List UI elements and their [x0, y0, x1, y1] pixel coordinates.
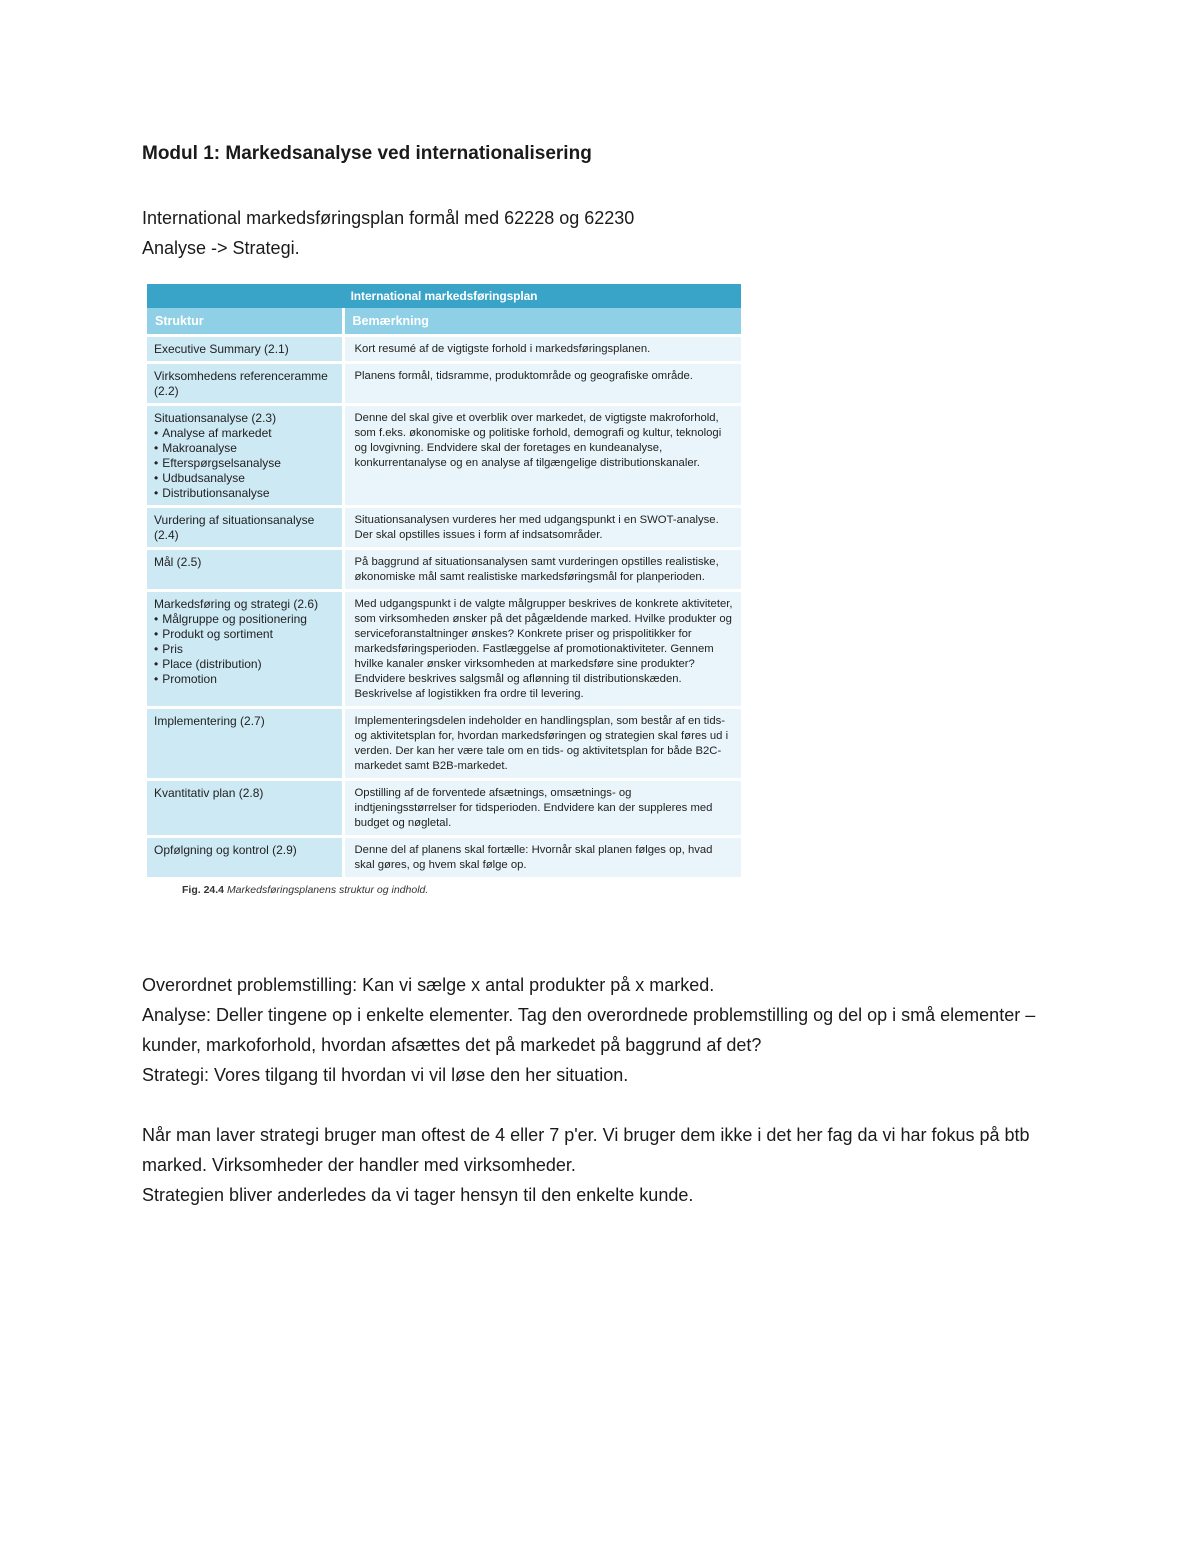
structure-subitem: • Pris: [154, 642, 336, 657]
remark-cell: Implementeringsdelen indeholder en handlingsplan, som består af en tids- og aktivitetsplan for, hvordan markedsføringen og strategien skal føres ud i verden. Der kan her være tale om en tids- og aktivitetsplan for både B2C-markedet samt B2B-markedet.: [343, 708, 741, 780]
table-row: [147, 837, 741, 878]
structure-label: Vurdering af situationsanalyse (2.4): [154, 513, 315, 542]
structure-subitem: • Produkt og sortiment: [154, 627, 336, 642]
remark-cell: På baggrund af situationsanalysen samt vurderingen opstilles realistiske, økonomiske mål samt realistiske markedsføringsmål for planperioden.: [343, 549, 741, 591]
intro-block: [142, 203, 634, 263]
structure-subitem: • Place (distribution): [154, 657, 336, 672]
table-row: [147, 405, 741, 507]
body-text: [142, 970, 1062, 1210]
figure-caption: [147, 884, 743, 896]
intro-line: Analyse -> Strategi.: [142, 238, 300, 258]
table-row: [147, 780, 741, 837]
structure-cell: [147, 507, 343, 549]
structure-cell: [147, 837, 343, 878]
paragraph-line: Strategi: Vores tilgang til hvordan vi vil løse den her situation.: [142, 1065, 629, 1085]
structure-subitem: • Målgruppe og positionering: [154, 612, 336, 627]
table-row: [147, 363, 741, 405]
structure-subitem: • Udbudsanalyse: [154, 471, 336, 486]
structure-subitem: • Promotion: [154, 672, 336, 687]
table-row: [147, 336, 741, 363]
structure-label: Virksomhedens referenceramme (2.2): [154, 369, 328, 398]
paragraph-line: Strategien bliver anderledes da vi tager hensyn til den enkelte kunde.: [142, 1185, 694, 1205]
structure-label: Mål (2.5): [154, 555, 202, 569]
figure-caption-text: Markedsføringsplanens struktur og indhold.: [226, 884, 429, 896]
figure-marketing-plan: [147, 284, 743, 896]
structure-cell: [147, 336, 343, 363]
column-header-remark: Bemærkning: [343, 308, 741, 336]
paragraph-line: Analyse: Deller tingene op i enkelte elementer. Tag den overordnede problemstilling og del op i små elementer – kunder, markoforhold, hvordan afsættes det på markedet på baggrund af det?: [142, 1005, 1036, 1055]
remark-cell: Opstilling af de forventede afsætnings, omsætnings- og indtjeningsstørrelser for tidsperioden. Endvidere kan der suppleres med budget og nøgletal.: [343, 780, 741, 837]
structure-subitem: • Efterspørgselsanalyse: [154, 456, 336, 471]
page-title: Modul 1: Markedsanalyse ved internationalisering: [142, 143, 592, 164]
figure-table: [147, 284, 741, 877]
structure-label: Implementering (2.7): [154, 714, 265, 728]
remark-cell: Denne del skal give et overblik over markedet, de vigtigste makroforhold, som f.eks. økonomiske og politiske forhold, demografi og kultur, teknologi og lovgivning. Endvidere skal der foretages en kundeanalyse, konkurrentanalyse og en analyse af tilgængelige distributionskanaler.: [343, 405, 741, 507]
structure-cell: [147, 363, 343, 405]
figure-caption-label: Fig. 24.4: [182, 884, 225, 896]
table-row: [147, 591, 741, 708]
structure-cell: [147, 405, 343, 507]
remark-cell: Med udgangspunkt i de valgte målgrupper beskrives de konkrete aktiviteter, som virksomheden ønsker på det pågældende marked. Hvilke produkter og serviceforanstaltninger ønskes? Konkrete priser og prispolitikker for markedsføringsperioden. Fastlæggelse af promotionaktiviteter. Gennem hvilke kanaler ønsker virksomheden at markedsføre sine produkter? Endvidere beskrives salgsmål og aflønning til distributionskæden. Beskrivelse af logistikken fra ordre til levering.: [343, 591, 741, 708]
paragraph-gap: [142, 1090, 1062, 1120]
table-row: [147, 708, 741, 780]
structure-label: Situationsanalyse (2.3): [154, 411, 277, 425]
column-header-structure: Struktur: [147, 308, 343, 336]
figure-table-body: [147, 336, 741, 878]
figure-title: International markedsføringsplan: [147, 284, 741, 308]
structure-cell: [147, 591, 343, 708]
table-row: [147, 507, 741, 549]
structure-cell: [147, 780, 343, 837]
remark-cell: Situationsanalysen vurderes her med udgangspunkt i en SWOT-analyse. Der skal opstilles issues i form af indsatsområder.: [343, 507, 741, 549]
structure-subitem: • Distributionsanalyse: [154, 486, 336, 501]
paragraph-line: Når man laver strategi bruger man oftest de 4 eller 7 p'er. Vi bruger dem ikke i det her fag da vi har fokus på btb marked. Virksomheder der handler med virksomheder.: [142, 1125, 1030, 1175]
structure-subitem: • Makroanalyse: [154, 441, 336, 456]
intro-line: International markedsføringsplan formål med 62228 og 62230: [142, 208, 635, 228]
structure-label: Kvantitativ plan (2.8): [154, 786, 264, 800]
table-row: [147, 549, 741, 591]
paragraph-line: Overordnet problemstilling: Kan vi sælge x antal produkter på x marked.: [142, 975, 715, 995]
remark-cell: Denne del af planens skal fortælle: Hvornår skal planen følges op, hvad skal gøres, og hvem skal følge op.: [343, 837, 741, 878]
structure-subitem: • Analyse af markedet: [154, 426, 336, 441]
structure-cell: [147, 549, 343, 591]
remark-cell: Planens formål, tidsramme, produktområde og geografiske område.: [343, 363, 741, 405]
structure-label: Opfølgning og kontrol (2.9): [154, 843, 297, 857]
structure-label: Markedsføring og strategi (2.6): [154, 597, 319, 611]
structure-cell: [147, 708, 343, 780]
structure-label: Executive Summary (2.1): [154, 342, 289, 356]
remark-cell: Kort resumé af de vigtigste forhold i markedsføringsplanen.: [343, 336, 741, 363]
